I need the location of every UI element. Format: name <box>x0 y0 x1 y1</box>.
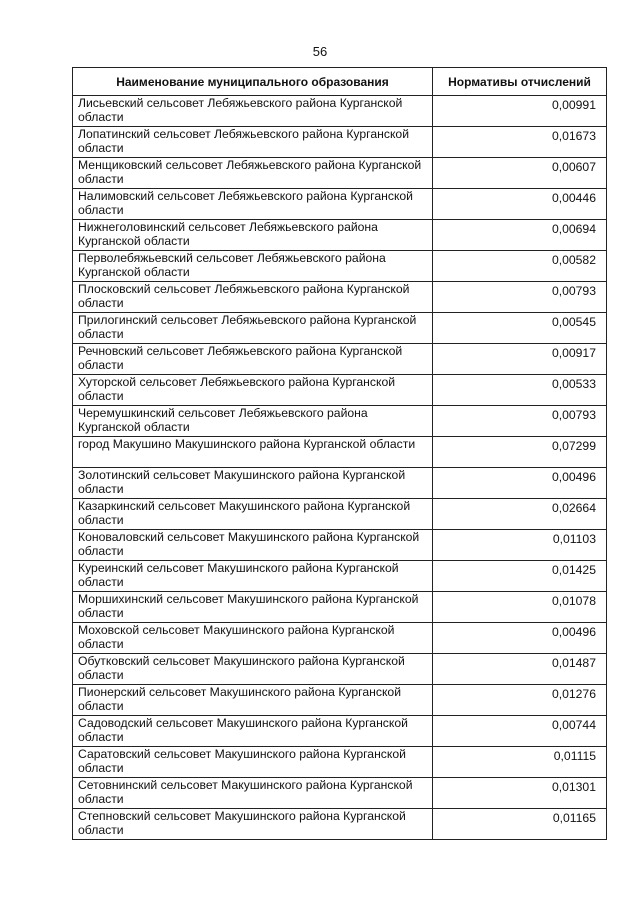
norm-value-cell: 0,01673 <box>433 127 607 158</box>
municipality-name-cell: Обутковский сельсовет Макушинского района Курганской области <box>73 654 433 685</box>
table-row <box>73 158 607 189</box>
table-row <box>73 499 607 530</box>
table-row <box>73 189 607 220</box>
municipality-name-cell: Речновский сельсовет Лебяжьевского района Курганской области <box>73 344 433 375</box>
municipality-name-cell: Лопатинский сельсовет Лебяжьевского района Курганской области <box>73 127 433 158</box>
municipality-name-cell: Прилогинский сельсовет Лебяжьевского района Курганской области <box>73 313 433 344</box>
municipality-name-cell: Плосковский сельсовет Лебяжьевского района Курганской области <box>73 282 433 313</box>
norm-value-cell: 0,00744 <box>433 716 607 747</box>
municipality-name-cell: Казаркинский сельсовет Макушинского района Курганской области <box>73 499 433 530</box>
table-row <box>73 251 607 282</box>
norm-value-cell: 0,07299 <box>433 437 607 468</box>
table-row <box>73 96 607 127</box>
municipality-name-cell: Моршихинский сельсовет Макушинского района Курганской области <box>73 592 433 623</box>
table-row <box>73 220 607 251</box>
municipality-name-cell: Перволебяжьевский сельсовет Лебяжьевского района Курганской области <box>73 251 433 282</box>
table-row <box>73 809 607 840</box>
norm-value-cell: 0,00545 <box>433 313 607 344</box>
norm-value-cell: 0,01276 <box>433 685 607 716</box>
municipality-name-cell: Черемушкинский сельсовет Лебяжьевского района Курганской области <box>73 406 433 437</box>
column-header-municipality: Наименование муниципального образования <box>73 68 433 96</box>
table-body <box>73 96 607 840</box>
municipality-name-cell: Сетовнинский сельсовет Макушинского района Курганской области <box>73 778 433 809</box>
norm-value-cell: 0,01103 <box>433 530 607 561</box>
table-row <box>73 530 607 561</box>
municipality-name-cell: Куреинский сельсовет Макушинского района Курганской области <box>73 561 433 592</box>
municipality-name-cell: Саратовский сельсовет Макушинского района Курганской области <box>73 747 433 778</box>
norm-value-cell: 0,01487 <box>433 654 607 685</box>
municipality-name-cell: Коноваловский сельсовет Макушинского района Курганской области <box>73 530 433 561</box>
table-row <box>73 468 607 499</box>
norm-value-cell: 0,01301 <box>433 778 607 809</box>
norm-value-cell: 0,00607 <box>433 158 607 189</box>
municipality-name-cell: город Макушино Макушинского района Курганской области <box>73 437 433 468</box>
norm-value-cell: 0,01115 <box>433 747 607 778</box>
table-row <box>73 375 607 406</box>
table-row <box>73 623 607 654</box>
norm-value-cell: 0,00533 <box>433 375 607 406</box>
norm-value-cell: 0,00991 <box>433 96 607 127</box>
table-row <box>73 654 607 685</box>
column-header-norms: Нормативы отчислений <box>433 68 607 96</box>
municipality-name-cell: Садоводский сельсовет Макушинского района Курганской области <box>73 716 433 747</box>
norm-value-cell: 0,00446 <box>433 189 607 220</box>
table-row <box>73 406 607 437</box>
norm-value-cell: 0,00793 <box>433 406 607 437</box>
municipality-name-cell: Моховской сельсовет Макушинского района Курганской области <box>73 623 433 654</box>
municipality-name-cell: Золотинский сельсовет Макушинского района Курганской области <box>73 468 433 499</box>
norm-value-cell: 0,00694 <box>433 220 607 251</box>
table-row <box>73 778 607 809</box>
municipality-name-cell: Пионерский сельсовет Макушинского района Курганской области <box>73 685 433 716</box>
table-header-row <box>73 68 607 96</box>
table-row <box>73 561 607 592</box>
page-number: 56 <box>312 44 328 59</box>
table-row <box>73 282 607 313</box>
municipality-name-cell: Налимовский сельсовет Лебяжьевского района Курганской области <box>73 189 433 220</box>
norm-value-cell: 0,01078 <box>433 592 607 623</box>
norm-value-cell: 0,00582 <box>433 251 607 282</box>
norm-value-cell: 0,01425 <box>433 561 607 592</box>
norm-value-cell: 0,00496 <box>433 623 607 654</box>
table-row <box>73 437 607 468</box>
table-row <box>73 344 607 375</box>
table-row <box>73 747 607 778</box>
norm-value-cell: 0,02664 <box>433 499 607 530</box>
norm-value-cell: 0,00496 <box>433 468 607 499</box>
table-row <box>73 313 607 344</box>
table-row <box>73 592 607 623</box>
municipality-name-cell: Нижнеголовинский сельсовет Лебяжьевского района Курганской области <box>73 220 433 251</box>
norm-value-cell: 0,00917 <box>433 344 607 375</box>
norm-value-cell: 0,00793 <box>433 282 607 313</box>
municipality-name-cell: Хуторской сельсовет Лебяжьевского района Курганской области <box>73 375 433 406</box>
table-row <box>73 127 607 158</box>
municipality-name-cell: Менщиковский сельсовет Лебяжьевского района Курганской области <box>73 158 433 189</box>
norm-value-cell: 0,01165 <box>433 809 607 840</box>
table-row <box>73 685 607 716</box>
municipality-name-cell: Степновский сельсовет Макушинского района Курганской области <box>73 809 433 840</box>
allocation-norms-table <box>72 67 607 840</box>
table-row <box>73 716 607 747</box>
municipality-name-cell: Лисьевский сельсовет Лебяжьевского района Курганской области <box>73 96 433 127</box>
